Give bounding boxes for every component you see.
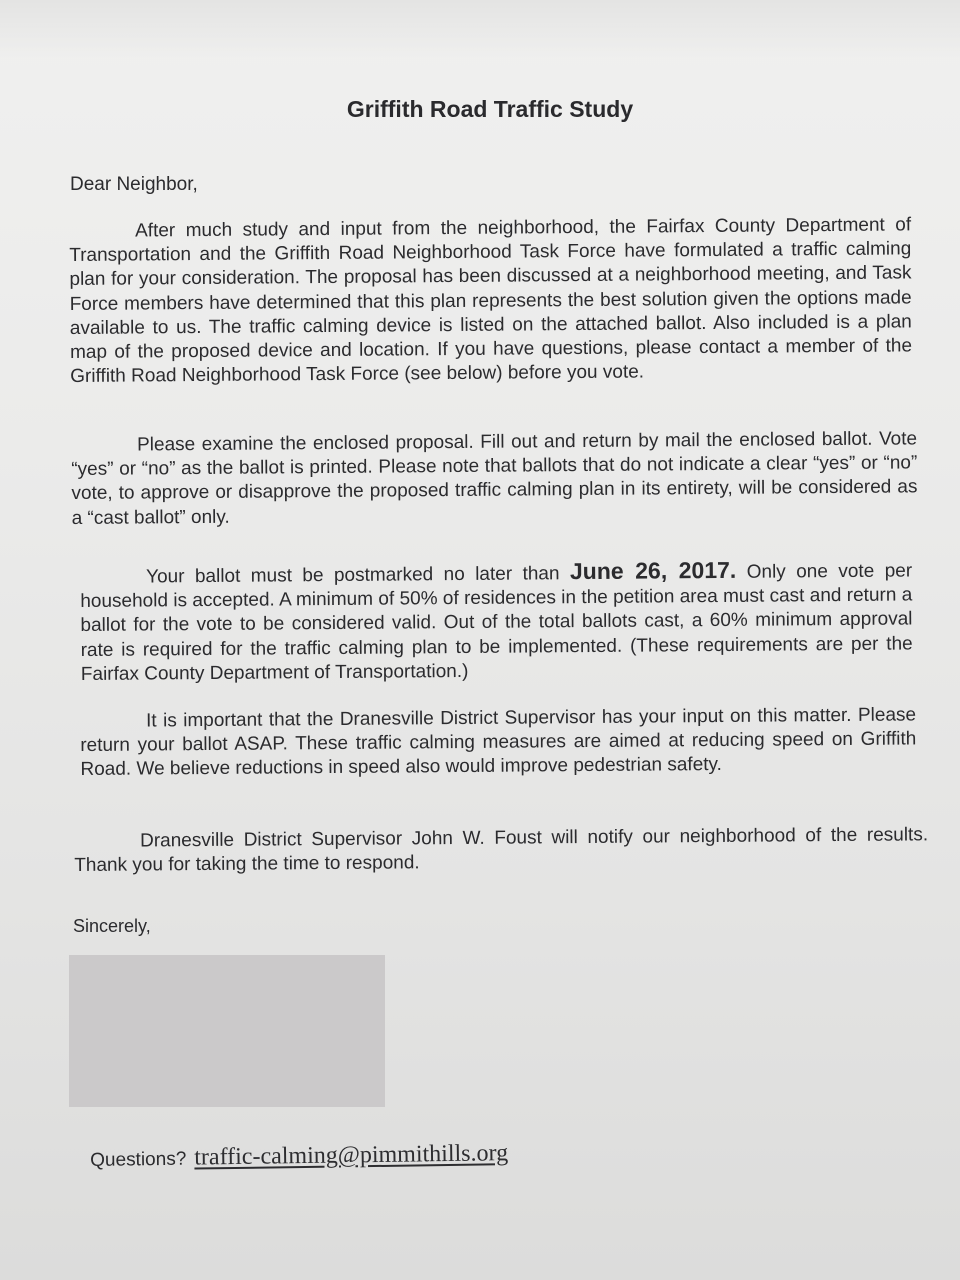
paragraph-results-text: Dranesville District Supervisor John W. Foust will notify our neighborhood of the results. Thank you for taking the time to respond.	[74, 824, 929, 877]
paragraph-results	[74, 823, 928, 878]
questions-label: Questions?	[90, 1148, 187, 1171]
contact-email-link[interactable]: traffic-calming@pimmithills.org	[194, 1140, 509, 1171]
paragraph-intro-text: After much study and input from the neighborhood, the Fairfax County Department of Transportation and the Griffith Road Neighborhood Task Force have formulated a traffic calming plan for your consideration. The proposal has been discussed at a neighborhood meeting, and Task Force members have determined that this plan represents the best solution given the options made available to us. The traffic calming device is listed on the attached ballot. Also included is a plan map of the proposed device and location. If you have questions, please contact a member of the Griffith Road Neighborhood Task Force (see below) before you vote.	[69, 214, 913, 388]
redacted-signature-block	[69, 955, 385, 1107]
paragraph-deadline	[80, 556, 913, 687]
paragraph-instructions	[71, 427, 918, 530]
questions-line	[90, 1140, 508, 1173]
paragraph-intro	[69, 213, 912, 389]
paragraph-deadline-after: Only one vote per household is accepted. A minimum of 50% of residences in the petition area must cast and return a ballot for the vote to be considered valid. Out of the total ballots cast, a 60% minimum approval rate is required for the traffic calming plan to be implemented. (These requirements are per the Fairfax County Department of Transportation.)	[80, 560, 913, 685]
paper-shadow	[0, 0, 960, 60]
paragraph-instructions-text: Please examine the enclosed proposal. Fill out and return by mail the enclosed ballot. Vote “yes” or “no” as the ballot is printed. Please note that ballots that do not indicate a clear “yes” or “no” vote, to approve or disapprove the proposed traffic calming plan in its entirety, will be considered as a “cast ballot” only.	[71, 428, 918, 529]
document-title: Griffith Road Traffic Study	[346, 96, 634, 122]
paragraph-importance	[80, 703, 917, 782]
paragraph-deadline-before: Your ballot must be postmarked no later than	[146, 563, 560, 588]
deadline-date: June 26, 2017.	[569, 556, 737, 585]
greeting: Dear Neighbor,	[70, 174, 198, 195]
paragraph-importance-text: It is important that the Dranesville District Supervisor has your input on this matter. Please return your ballot ASAP. These traffic calming measures are aimed at reducing speed on Griffith Road. We believe reductions in speed also would improve pedestrian safety.	[80, 704, 917, 781]
closing: Sincerely,	[73, 916, 151, 936]
